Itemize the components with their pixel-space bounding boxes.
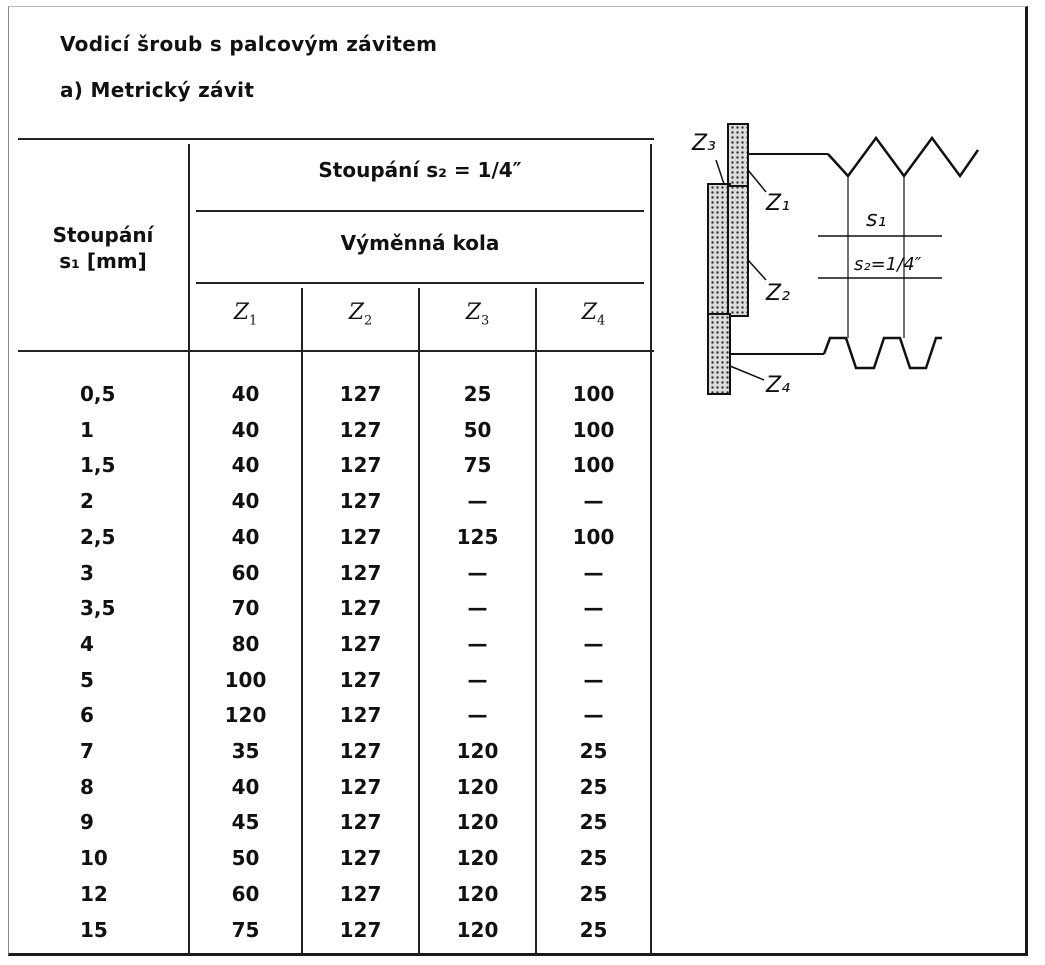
gear-value-z2: 127 (339, 739, 382, 763)
gear-value-z4: — (583, 561, 604, 585)
gear-value-z1: 40 (231, 525, 260, 549)
leader-z2 (748, 260, 766, 280)
header-bottom-rule (18, 350, 654, 352)
gear-value-z3: 50 (463, 418, 492, 442)
gear-value-z2: 127 (339, 453, 382, 477)
col-header-z3: $Z_3$ (465, 300, 490, 329)
gear-value-z2: 127 (339, 382, 382, 406)
gear-value-z2: 127 (339, 668, 382, 692)
header-rule-2 (196, 282, 644, 284)
gear-value-z2: 127 (339, 918, 382, 942)
gear-value-z4: 25 (579, 739, 608, 763)
gear-value-z1: 45 (231, 810, 260, 834)
gear-value-z4: 25 (579, 918, 608, 942)
gear-z1 (728, 124, 748, 186)
gear-value-z2: 127 (339, 596, 382, 620)
gear-value-z4: 100 (572, 382, 615, 406)
row-pitch-value: 7 (80, 739, 94, 763)
gear-value-z1: 40 (231, 382, 260, 406)
row-pitch-value: 12 (80, 882, 108, 906)
gear-value-z1: 75 (231, 918, 260, 942)
row-pitch-value: 9 (80, 810, 94, 834)
gear-value-z3: 25 (463, 382, 492, 406)
label-s2: s₂=1/4″ (854, 254, 922, 275)
gear-value-z4: — (583, 632, 604, 656)
gear-value-z3: — (467, 489, 488, 513)
col-divider-right (650, 144, 652, 954)
gear-value-z1: 50 (231, 846, 260, 870)
gear-value-z2: 127 (339, 882, 382, 906)
group-header: Stoupání s₂ = 1/4″ (318, 158, 522, 182)
gear-value-z4: 25 (579, 846, 608, 870)
gear-value-z1: 40 (231, 489, 260, 513)
gear-value-z3: 75 (463, 453, 492, 477)
row-pitch-value: 1,5 (80, 453, 116, 477)
gear-value-z2: 127 (339, 418, 382, 442)
leader-z3 (716, 160, 724, 184)
gear-value-z3: 120 (456, 882, 499, 906)
col-header-z2: $Z_2$ (348, 300, 373, 329)
subgroup-header: Výměnná kola (340, 231, 500, 255)
gear-value-z4: — (583, 668, 604, 692)
gear-value-z1: 120 (224, 703, 267, 727)
label-z1: Z₁ (766, 191, 790, 216)
gear-value-z3: 120 (456, 810, 499, 834)
row-pitch-value: 3,5 (80, 596, 116, 620)
gear-value-z3: — (467, 596, 488, 620)
row-pitch-value: 10 (80, 846, 108, 870)
gear-value-z4: — (583, 596, 604, 620)
gear-value-z1: 80 (231, 632, 260, 656)
gear-value-z3: — (467, 668, 488, 692)
gear-value-z4: 100 (572, 525, 615, 549)
gear-z3 (708, 184, 730, 314)
gear-value-z2: 127 (339, 810, 382, 834)
label-z3: Z₃ (692, 131, 716, 156)
gear-value-z1: 40 (231, 418, 260, 442)
row-header-line2: s₁ [mm] (59, 249, 147, 273)
gear-value-z4: 25 (579, 810, 608, 834)
gear-value-z2: 127 (339, 489, 382, 513)
gear-value-z3: — (467, 561, 488, 585)
gear-value-z3: 120 (456, 775, 499, 799)
label-s1: s₁ (866, 207, 887, 232)
gear-train-diagram (680, 110, 1000, 410)
gear-value-z4: 25 (579, 775, 608, 799)
row-header-line1: Stoupání (52, 223, 154, 247)
col-header-z4: $Z_4$ (581, 300, 606, 329)
gear-value-z3: — (467, 632, 488, 656)
label-z2: Z₂ (766, 281, 790, 306)
gear-value-z3: 125 (456, 525, 499, 549)
gear-value-z2: 127 (339, 846, 382, 870)
row-pitch-value: 6 (80, 703, 94, 727)
gear-value-z2: 127 (339, 525, 382, 549)
gear-value-z4: — (583, 703, 604, 727)
row-pitch-value: 4 (80, 632, 94, 656)
col-header-z1: $Z_1$ (233, 300, 258, 329)
row-pitch-value: 0,5 (80, 382, 116, 406)
gear-value-z2: 127 (339, 632, 382, 656)
gear-value-z1: 40 (231, 453, 260, 477)
gear-value-z3: — (467, 703, 488, 727)
header-rule-1 (196, 210, 644, 212)
gear-value-z3: 120 (456, 739, 499, 763)
thread-profile-bottom (824, 338, 942, 368)
row-pitch-value: 2,5 (80, 525, 116, 549)
gear-value-z4: — (583, 489, 604, 513)
gear-z4 (708, 314, 730, 394)
leader-z4 (730, 366, 764, 380)
row-header (20, 222, 186, 274)
gear-value-z2: 127 (339, 703, 382, 727)
row-pitch-value: 1 (80, 418, 94, 442)
gear-value-z3: 120 (456, 918, 499, 942)
gear-value-z1: 60 (231, 882, 260, 906)
gear-value-z4: 25 (579, 882, 608, 906)
page-title: Vodicí šroub s palcovým závitem (60, 32, 438, 56)
row-pitch-value: 15 (80, 918, 108, 942)
gear-value-z3: 120 (456, 846, 499, 870)
gear-value-z2: 127 (339, 775, 382, 799)
leader-z1 (748, 170, 766, 192)
row-pitch-value: 8 (80, 775, 94, 799)
gear-value-z1: 70 (231, 596, 260, 620)
gear-z2 (728, 186, 748, 316)
gear-value-z1: 35 (231, 739, 260, 763)
section-title: a) Metrický závit (60, 78, 255, 102)
gear-value-z1: 40 (231, 775, 260, 799)
table-top-rule (18, 138, 654, 140)
gear-value-z1: 100 (224, 668, 267, 692)
gear-value-z4: 100 (572, 453, 615, 477)
row-pitch-value: 5 (80, 668, 94, 692)
gear-value-z2: 127 (339, 561, 382, 585)
thread-profile-top (828, 138, 978, 176)
row-pitch-value: 3 (80, 561, 94, 585)
label-z4: Z₄ (766, 373, 790, 398)
gear-value-z1: 60 (231, 561, 260, 585)
gear-value-z4: 100 (572, 418, 615, 442)
row-pitch-value: 2 (80, 489, 94, 513)
